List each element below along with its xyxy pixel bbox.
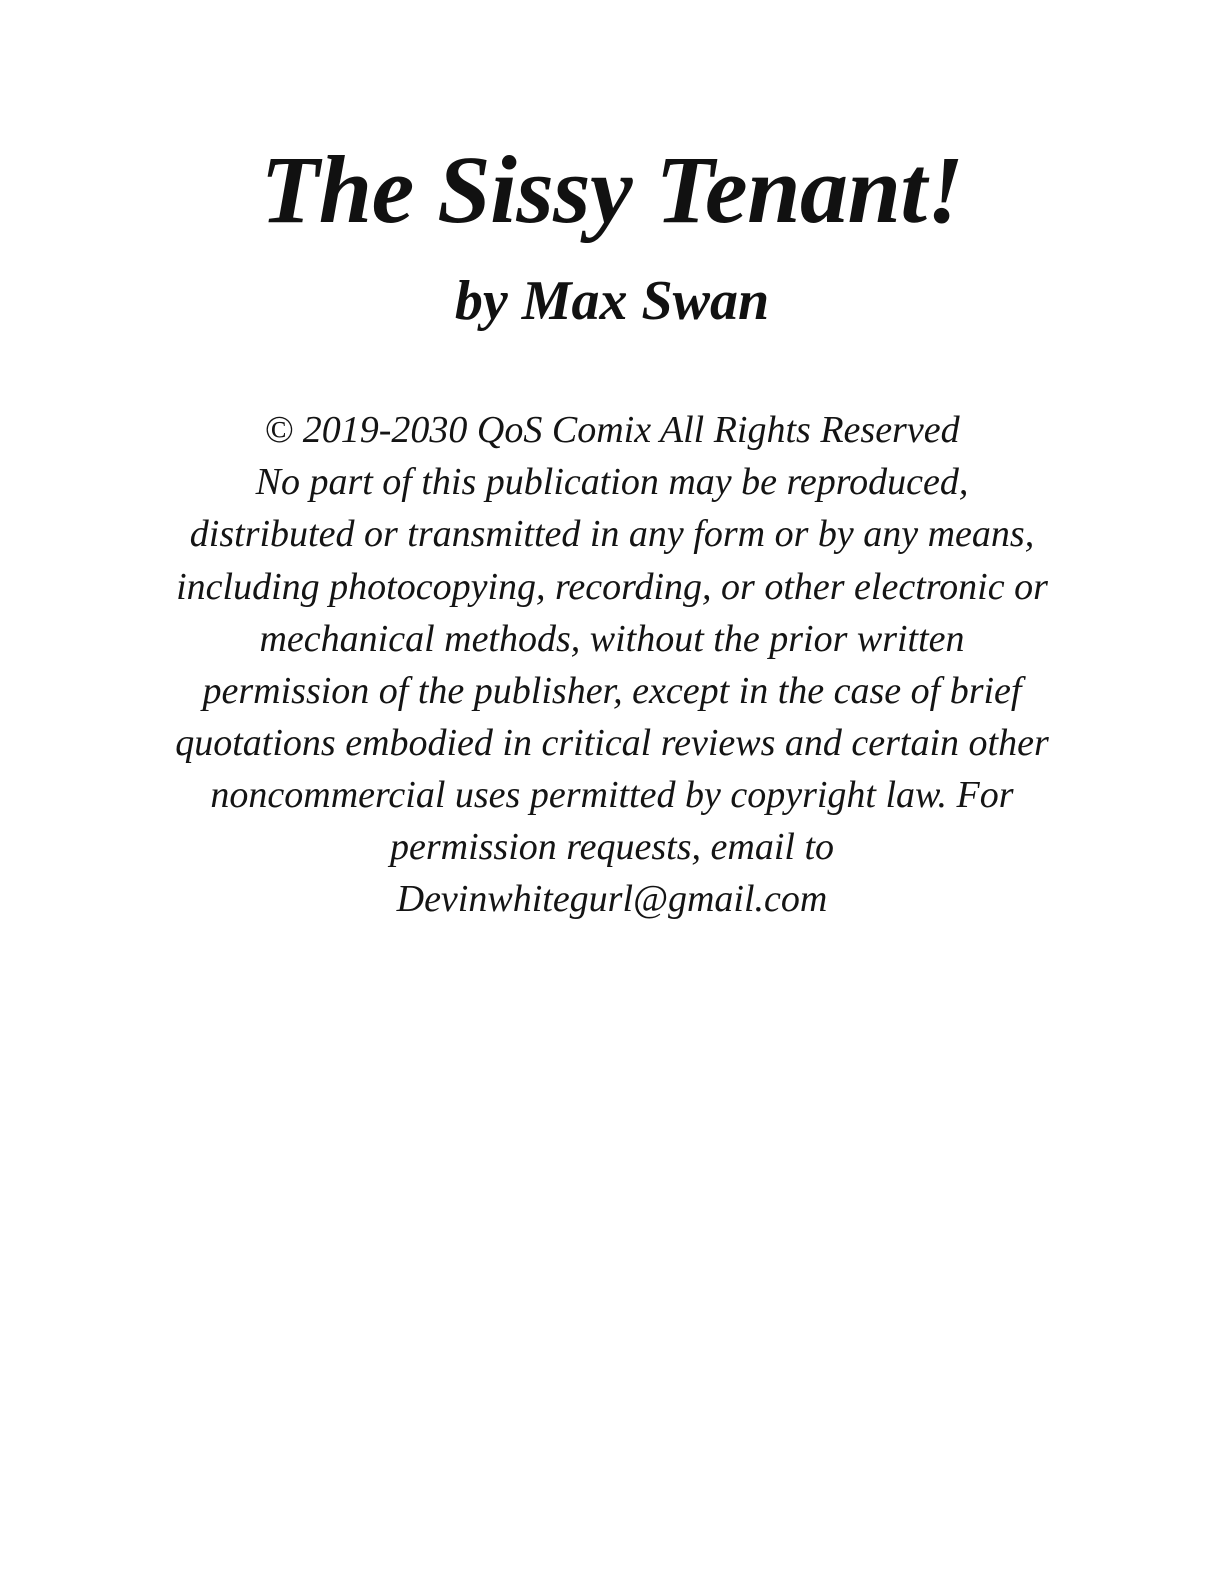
copyright-line: © 2019-2030 QoS Comix All Rights Reserved (264, 409, 960, 452)
copyright-line: including photocopying, recording, or other electronic or (176, 565, 1048, 608)
copyright-line: permission requests, email to (389, 825, 834, 868)
copyright-line: noncommercial uses permitted by copyright law. For (210, 773, 1014, 816)
page-title: The Sissy Tenant! (260, 136, 964, 243)
copyright-line: mechanical methods, without the prior written (259, 617, 965, 660)
contact-email: Devinwhitegurl@gmail.com (396, 877, 828, 920)
copyright-line: No part of this publication may be reproduced, (255, 461, 969, 504)
copyright-line: distributed or transmitted in any form or by any means, (189, 513, 1035, 556)
copyright-line: permission of the publisher, except in the case of brief (202, 669, 1022, 712)
copyright-notice (142, 332, 1082, 924)
author-byline: by Max Swan (454, 269, 770, 332)
copyright-line: quotations embodied in critical reviews and certain other (175, 721, 1049, 764)
